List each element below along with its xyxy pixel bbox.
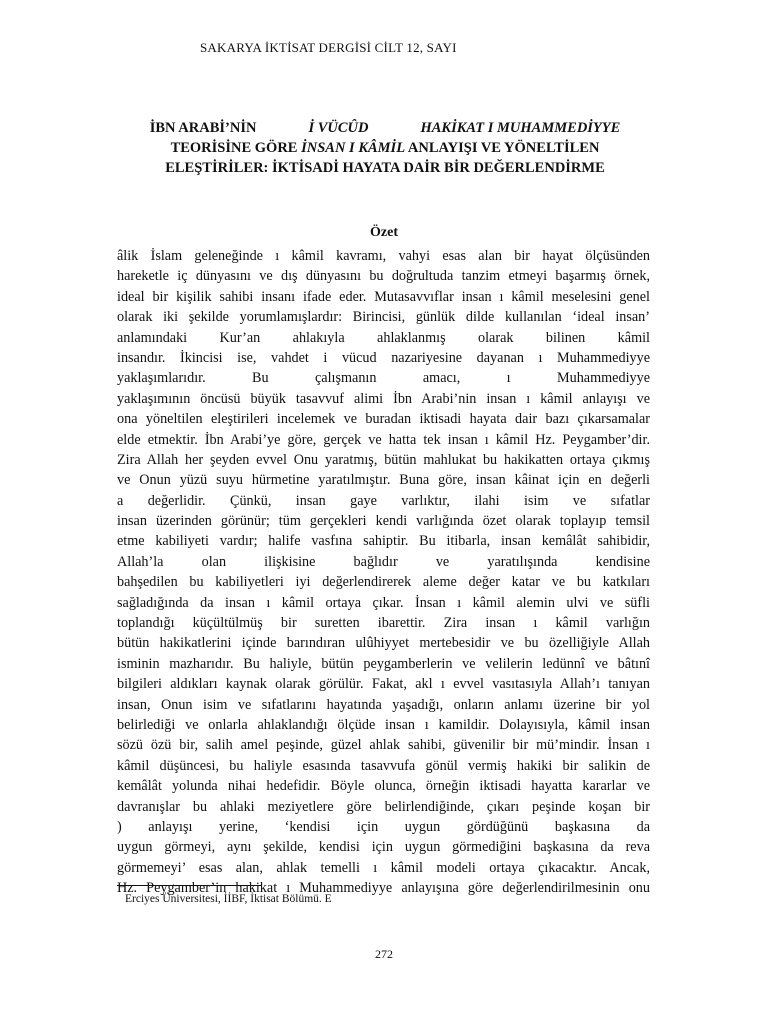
abstract-line: insan üzerinden görünür; tüm gerçekleri kendi varlığında özet olarak toplayıp temsil (117, 513, 650, 530)
title-line-2-part-2: İNSAN I KÂMİL (301, 140, 406, 156)
page-number: 272 (375, 947, 393, 961)
abstract-line: hareketle iç dünyasını ve dış dünyasını bu doğrultuda tanzim etmeyi başarmış örnek, (117, 268, 650, 285)
abstract-line: ideal bir kişilik sahibi insanı ifade eder. Mutasavvıflar insan ı kâmil meselesini genel (117, 288, 650, 305)
abstract-line: olarak iki şekilde yorumlamışlardır: Birincisi, günlük dilde kullanılan ‘ideal insan’ (117, 309, 650, 326)
abstract-line: anlamındaki Kur’an ahlakıyla ahlaklanmış olarak bilinen kâmil (117, 329, 650, 346)
abstract-line: sağladığında da insan ı kâmil ortaya çıkar. İnsan ı kâmil alemin ulvi ve süfli (117, 594, 650, 611)
abstract-line: kemâlât yolunda nihai hedefidir. Böyle olunca, örneğin iktisadi hayatta kararlar ve (117, 778, 650, 795)
abstract-line: isminin mazharıdır. Bu haliyle, bütün peygamberlerin ve velilerin ledünnî ve bâtınî (117, 655, 650, 672)
abstract-line: kâmil düşüncesi, bu haliyle esasında tasavvufa gönül vermiş hakiki bir salikin de (117, 757, 650, 774)
abstract-line: görmemeyi’ esas alan, ahlak temelli ı kâmil modeli ortaya çıkacaktır. Ancak, (117, 859, 650, 876)
abstract-line: âlik İslam geleneğinde ı kâmil kavramı, vahyi esas alan bir hayat ölçüsünden (117, 248, 650, 264)
abstract-line: sözü özü bir, salih amel peşinde, güzel ahlak sahibi, güvenilir bir mü’mindir. İnsan ı (117, 737, 650, 754)
abstract-line: bilgileri aldıkları kaynak olarak görülür. Fakat, akl ı evvel vasıtasıyla Allah’ı tanıyan (117, 676, 650, 693)
running-header: SAKARYA İKTİSAT DERGİSİ CİLT 12, SAYI (200, 40, 457, 55)
title-line-2-part-3: ANLAYIŞI VE YÖNELTİLEN (407, 140, 600, 156)
footnote: Erciyes Üniversitesi, İİBF, İktisat Bölümü. E (125, 893, 332, 905)
abstract-heading: Özet (370, 225, 398, 240)
abstract-line: bahşedilen bu kabiliyetleri iyi değerlendirerek aleme değer katar ve bu katkıları (117, 574, 650, 591)
title-line-3: ELEŞTİRİLER: İKTİSADİ HAYATA DAİR BİR DEĞERLENDİRME (165, 160, 605, 176)
abstract-line: belirlediği ve onlarla ahlaklandığı ölçüde insan ı kamildir. Dolayısıyla, kâmil insan (117, 716, 650, 733)
abstract-line: insandır. İkincisi ise, vahdet i vücud nazariyesine dayanan ı Muhammediyye (117, 349, 650, 366)
abstract-line: Zira Allah her şeyden evvel Onu yaratmış, bütün mahlukat bu hakikatten ortaya çıkmış (117, 451, 650, 468)
abstract-line: ve Onun yüzü suyu hürmetine yaratılmıştır. Buna göre, insan kâinat için en değerli (117, 472, 650, 489)
abstract-line: toplandığı küçültülmüş bir suretten ibarettir. Zira insan ı kâmil varlığın (117, 615, 650, 632)
abstract-line: Hz. Peygamber’in hakikat ı Muhammediyye anlayışına göre değerlendirilmesinin onu (117, 880, 650, 897)
abstract-line: elde etmektir. İbn Arabi’ye göre, gerçek ve hatta tek insan ı kâmil Hz. Peygamber’dir. (117, 431, 650, 448)
abstract-line: davranışlar bu ahlaki meziyetlere göre belirlendiğinde, çıkarı peşinde koşan bir (117, 798, 650, 815)
abstract-line: insan, Onun isim ve sıfatlarını hayatında yaşadığı, onların anlamı üzerine bir yol (117, 696, 650, 713)
article-title (110, 118, 660, 178)
abstract-line: etme kabiliyeti vardır; halife vasfına sahiptir. Bu itibarla, insan kemâlât sahibidir, (117, 533, 650, 550)
title-line-1-part-3: HAKİKAT I MUHAMMEDİYYE (420, 120, 621, 136)
title-line-1 (110, 118, 660, 138)
abstract-line: uygun görmeyi, aynı şekilde, kendisi için uygun görmediğini başkasına da reva (117, 839, 650, 856)
title-line-2-part-1: TEORİSİNE GÖRE (170, 140, 298, 156)
title-line-2 (110, 138, 660, 158)
footnote-rule (117, 885, 262, 886)
abstract-line: ona yöneltilen eleştirileri incelemek ve buradan iktisadi hayata dair bazı çıkarsamalar (117, 411, 650, 428)
title-line-1-part-2: İ VÜCÛD (308, 120, 369, 136)
abstract-line: Allah’la olan ilişkisine bağlıdır ve yaratılışında kendisine (117, 553, 650, 570)
abstract-line: yaklaşımlarıdır. Bu çalışmanın amacı, ı Muhammediyye (117, 370, 650, 387)
abstract-line: bütün hakikatlerini içinde barındıran ulûhiyyet mertebesidir ve bu özelliğiyle Allah (117, 635, 650, 652)
abstract-line: yaklaşımının öncüsü büyük tasavvuf alimi İbn Arabi’nin insan ı kâmil anlayışı ve (117, 390, 650, 407)
title-line-1-part-1: İBN ARABİ’NİN (149, 120, 257, 136)
abstract-line: a değerlidir. Çünkü, insan gaye varlıktır, ilahi isim ve sıfatlar (117, 492, 650, 509)
abstract-body (117, 246, 650, 899)
abstract-line: ) anlayışı yerine, ‘kendisi için uygun gördüğünü başkasına da (117, 818, 650, 835)
